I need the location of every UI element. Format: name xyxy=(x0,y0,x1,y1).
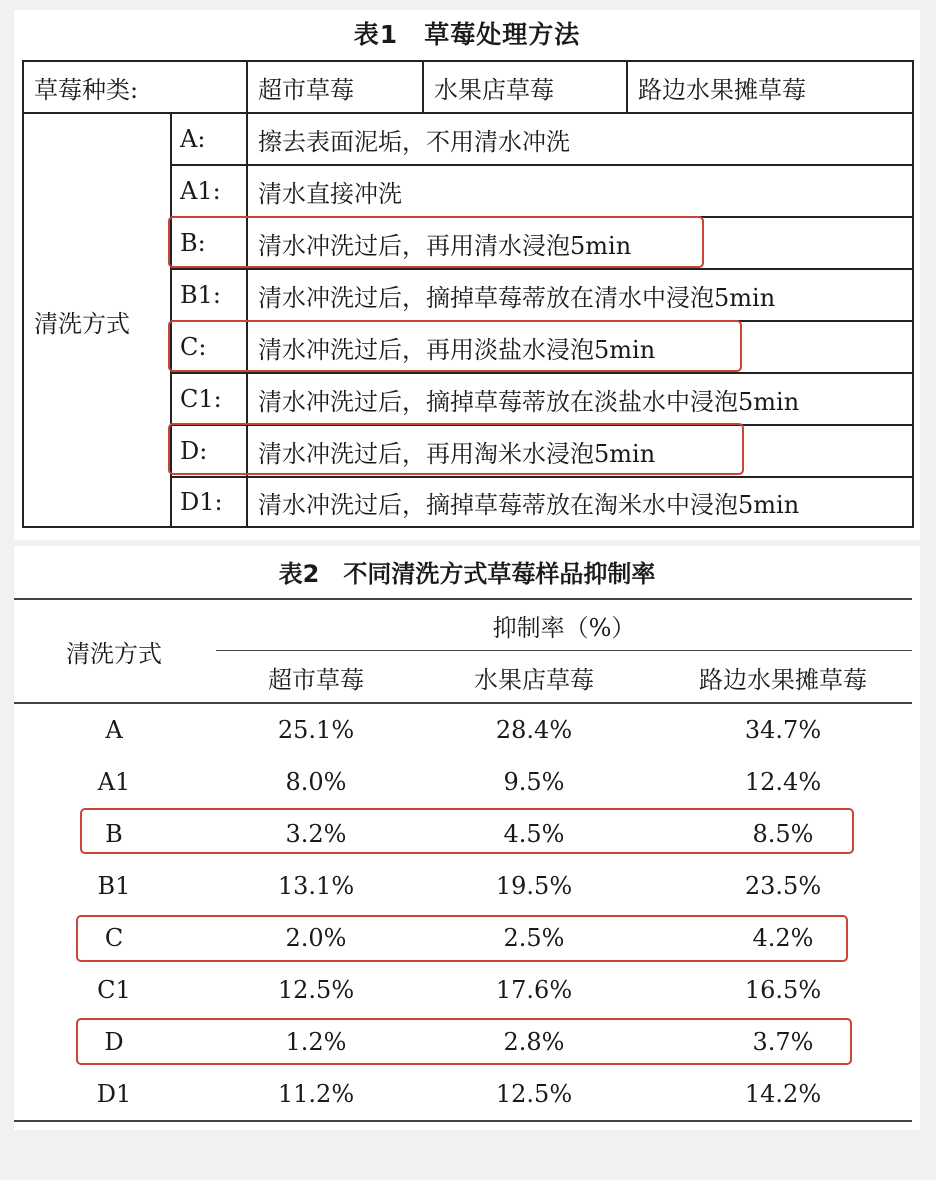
table1-row-code: D: xyxy=(180,437,208,465)
table2-value: 12.5% xyxy=(495,1080,573,1108)
table2-value: 11.2% xyxy=(277,1080,355,1108)
table1-title: 表1 草莓处理方法 xyxy=(353,20,581,49)
table2-method: D1 xyxy=(96,1080,132,1108)
table1-row-code: D1: xyxy=(180,488,223,516)
table1-row-desc: 清水冲洗过后，再用淘米水浸泡5min xyxy=(258,439,656,468)
table1-row-desc: 擦去表面泥垢，不用清水冲洗 xyxy=(258,127,570,156)
table2-method: B xyxy=(105,820,123,848)
table2-value: 8.5% xyxy=(752,820,814,848)
table1-row-desc: 清水冲洗过后，摘掉草莓蒂放在淡盐水中浸泡5min xyxy=(258,387,800,416)
table2-method: B1 xyxy=(97,872,131,900)
table2-col-1: 超市草莓 xyxy=(268,665,364,694)
table1-row-code: C: xyxy=(180,333,207,361)
table1-highlight-b xyxy=(168,216,704,268)
table1-row-code: B: xyxy=(180,229,206,257)
table2-value: 13.1% xyxy=(277,872,355,900)
table1-row-code: A: xyxy=(180,125,206,153)
table2-method: A1 xyxy=(97,768,131,796)
table2-value: 25.1% xyxy=(277,716,355,744)
table2-value: 14.2% xyxy=(744,1080,822,1108)
table2-group-header: 抑制率（%） xyxy=(492,613,636,642)
table2-value: 4.2% xyxy=(752,924,814,952)
table1-col-3: 路边水果摊草莓 xyxy=(638,75,806,104)
table1-group-label: 清洗方式 xyxy=(34,309,130,338)
table1-col-1: 超市草莓 xyxy=(258,75,354,104)
table2-value: 9.5% xyxy=(503,768,565,796)
table2-group-rule xyxy=(216,650,912,651)
table2-method: A xyxy=(105,716,123,744)
table1-row-code: C1: xyxy=(180,385,222,413)
table2-highlight-b xyxy=(80,808,854,854)
table2-value: 2.0% xyxy=(285,924,347,952)
table1-row-desc: 清水冲洗过后，再用淡盐水浸泡5min xyxy=(258,335,656,364)
table2-value: 1.2% xyxy=(285,1028,347,1056)
table1-row-desc: 清水冲洗过后，摘掉草莓蒂放在清水中浸泡5min xyxy=(258,283,776,312)
table2-highlight-d xyxy=(76,1018,852,1065)
table2-value: 16.5% xyxy=(744,976,822,1004)
table1-row-desc: 清水直接冲洗 xyxy=(258,179,402,208)
table1-col-2: 水果店草莓 xyxy=(434,75,554,104)
table1-row-desc: 清水冲洗过后，摘掉草莓蒂放在淘米水中浸泡5min xyxy=(258,490,800,519)
table2-method: C xyxy=(104,924,124,952)
table1-highlight-d xyxy=(168,423,744,475)
table2-value: 34.7% xyxy=(744,716,822,744)
table2-method: C1 xyxy=(97,976,131,1004)
table2-title: 表2 不同清洗方式草莓样品抑制率 xyxy=(278,560,656,588)
table2-row-header: 清洗方式 xyxy=(66,639,162,668)
table2-col-2: 水果店草莓 xyxy=(474,665,594,694)
table2-value: 3.7% xyxy=(752,1028,814,1056)
table2-value: 8.0% xyxy=(285,768,347,796)
table1-highlight-c xyxy=(168,320,742,372)
table2-value: 4.5% xyxy=(503,820,565,848)
table1-row-code: A1: xyxy=(180,177,221,205)
table1-header-label: 草莓种类: xyxy=(34,75,139,104)
table2-highlight-c xyxy=(76,915,848,962)
table2-method: D xyxy=(104,1028,124,1056)
table2-value: 28.4% xyxy=(495,716,573,744)
table2-value: 2.8% xyxy=(503,1028,565,1056)
table2-value: 23.5% xyxy=(744,872,822,900)
table2-bottom-rule xyxy=(14,1120,912,1122)
table1-panel xyxy=(14,10,920,540)
table2-value: 3.2% xyxy=(285,820,347,848)
table2-value: 17.6% xyxy=(495,976,573,1004)
table2-value: 12.4% xyxy=(744,768,822,796)
table1-row-code: B1: xyxy=(180,281,221,309)
table2-panel xyxy=(14,546,920,1130)
table2-value: 12.5% xyxy=(277,976,355,1004)
table2-value: 2.5% xyxy=(503,924,565,952)
table1-row-desc: 清水冲洗过后，再用清水浸泡5min xyxy=(258,231,632,260)
table2-value: 19.5% xyxy=(495,872,573,900)
table2-col-3: 路边水果摊草莓 xyxy=(699,665,867,694)
